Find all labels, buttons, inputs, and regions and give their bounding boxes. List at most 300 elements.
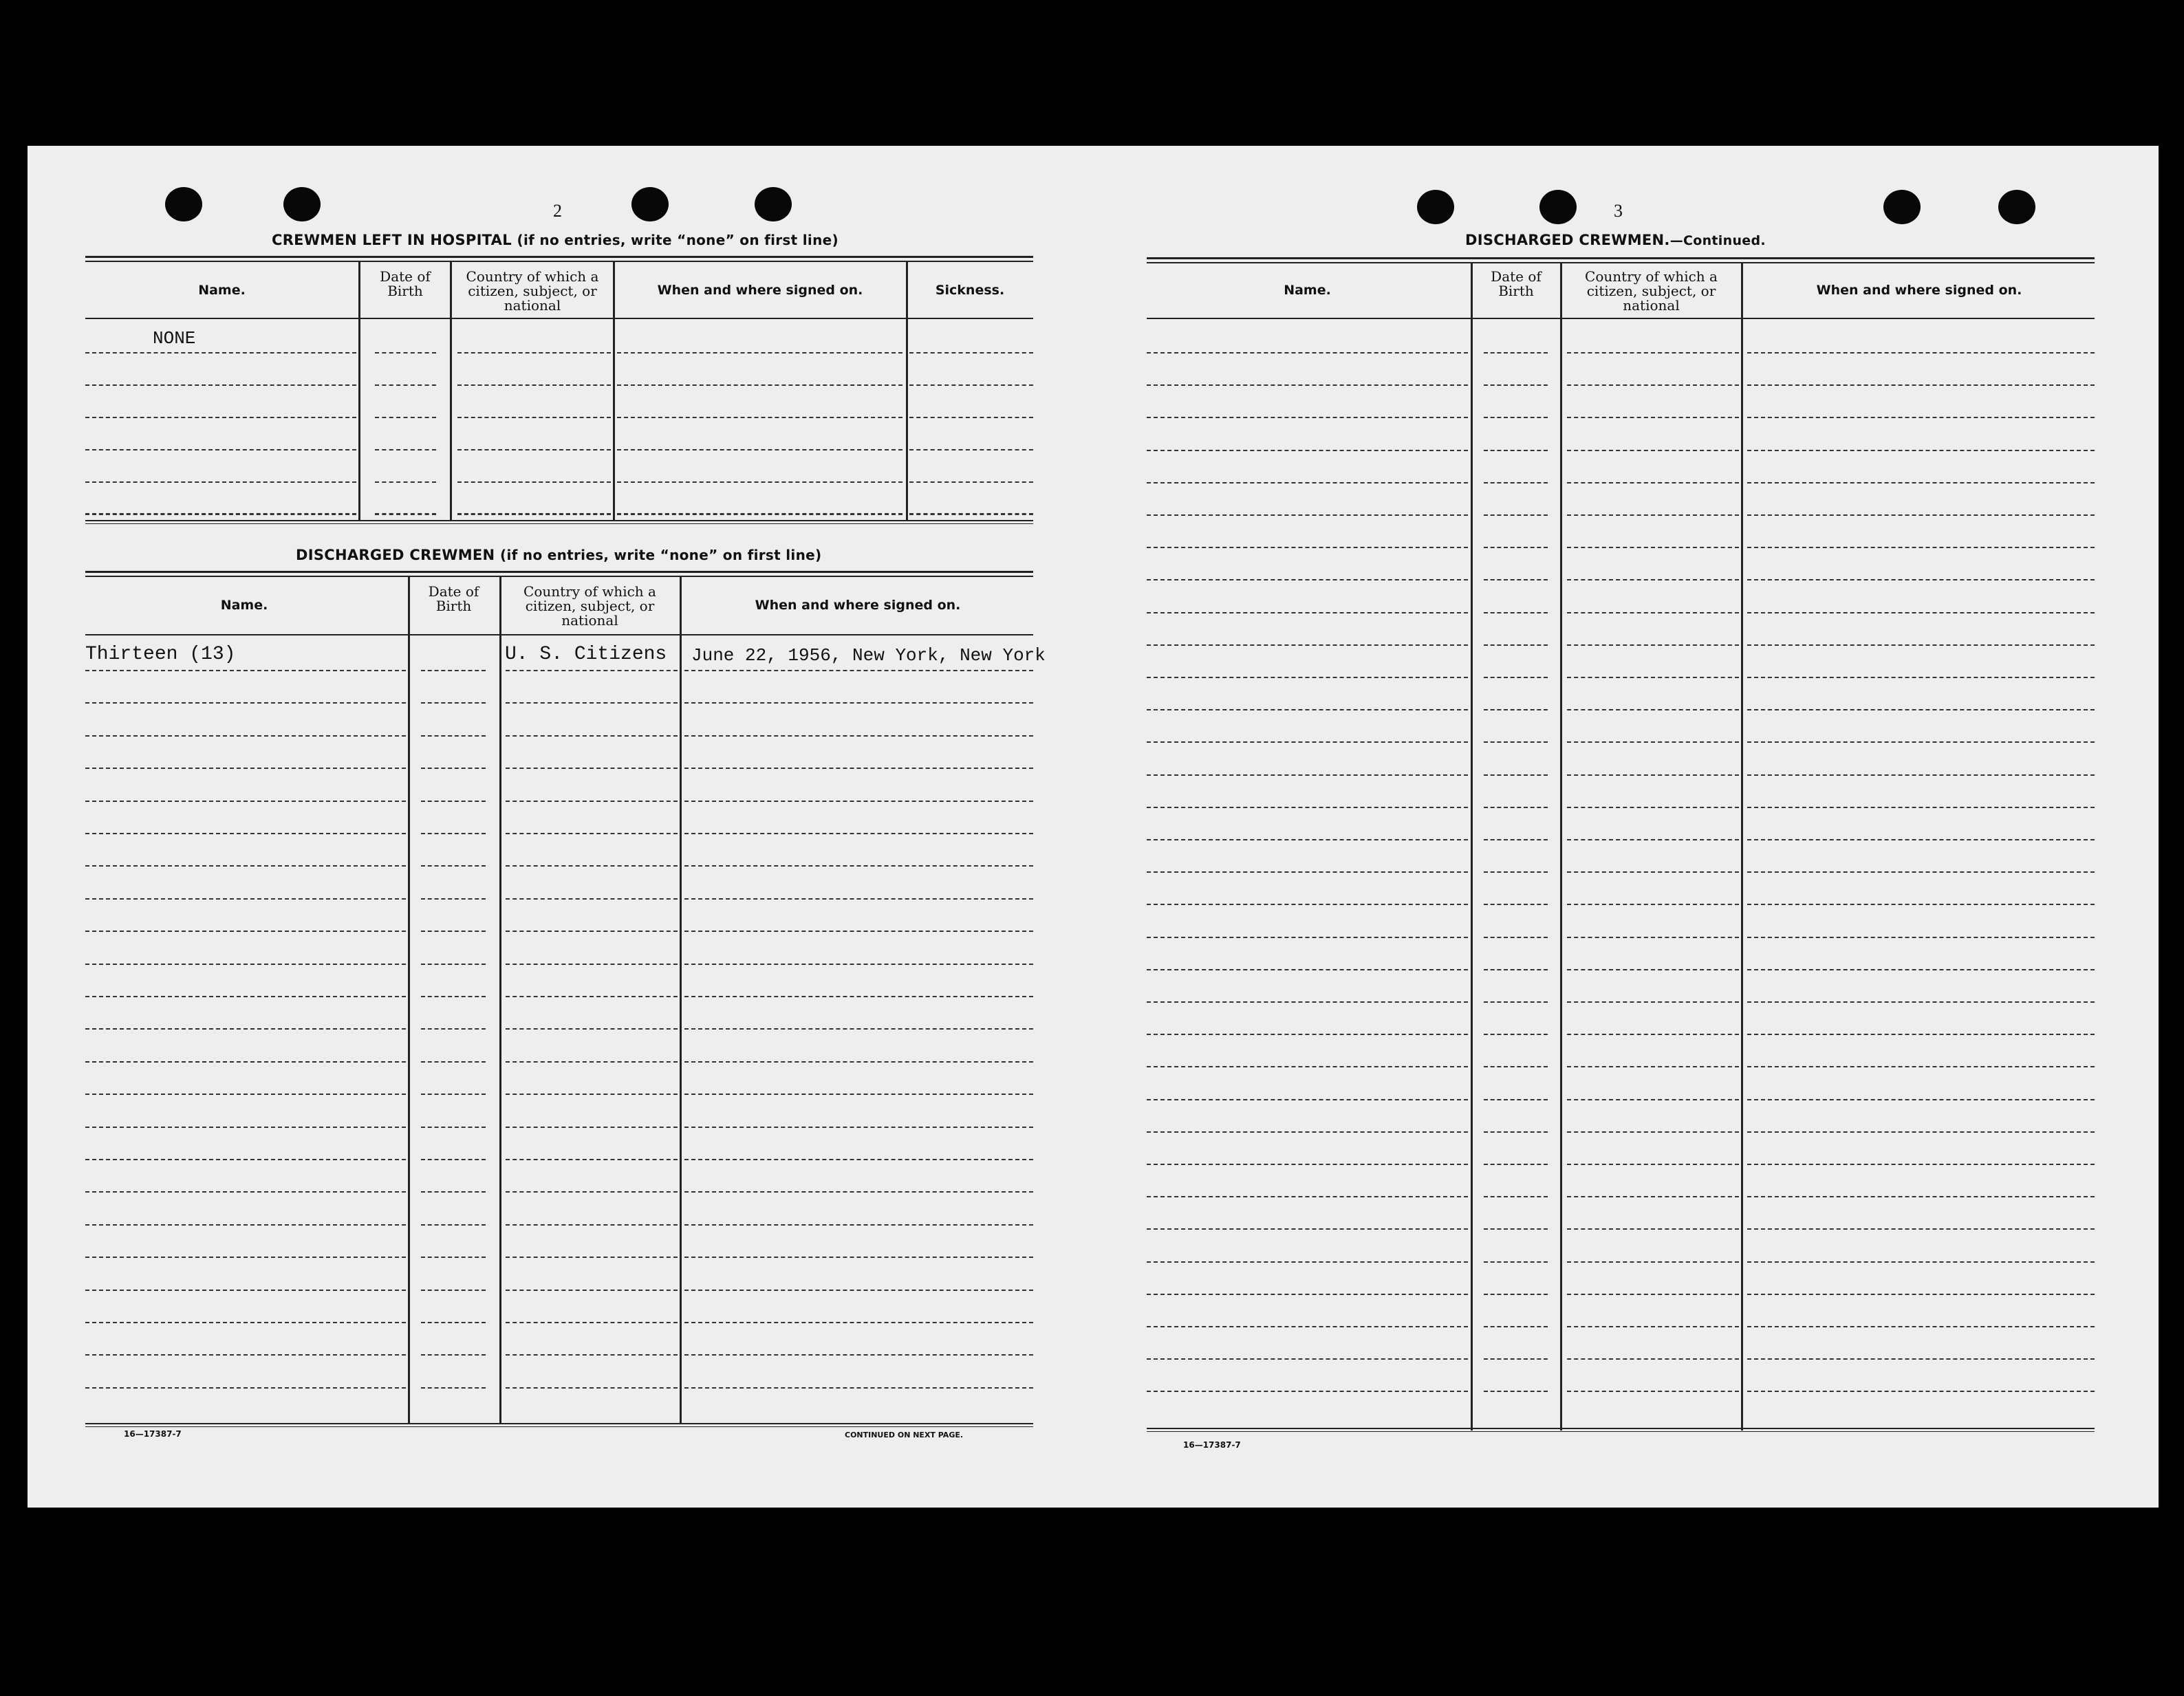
- right-row-line: [1484, 1066, 1548, 1067]
- discharged-row-line: [421, 898, 486, 900]
- discharged-row-line: [85, 865, 406, 867]
- hospital-row-line: [375, 449, 436, 450]
- discharged-row-line: [421, 1354, 486, 1356]
- right-row-line: [1747, 384, 2095, 386]
- right-row-line: [1747, 547, 2095, 548]
- page-number-left: 2: [553, 201, 562, 221]
- discharged-bottom-rule: [85, 1423, 1033, 1424]
- right-bottom-rule: [1147, 1428, 2095, 1429]
- right-row-line: [1147, 482, 1468, 483]
- hospital-last-row-line: [909, 513, 1033, 514]
- discharged-col-country: Country of which a citizen, subject, or national: [523, 583, 656, 629]
- right-row-line: [1567, 969, 1739, 970]
- discharged-row-line: [85, 1290, 406, 1291]
- right-row-line: [1747, 417, 2095, 418]
- right-row-line: [1747, 1164, 2095, 1165]
- hospital-row-line: [617, 417, 902, 418]
- hospital-row-line: [457, 384, 611, 386]
- discharged-entry-signed: June 22, 1956, New York, New York: [691, 645, 1046, 666]
- hospital-last-row-line: [617, 513, 902, 514]
- punch-hole-5: [1417, 190, 1454, 224]
- right-row-line: [1567, 1034, 1739, 1035]
- right-row-line: [1747, 1196, 2095, 1197]
- discharged-row-line: [85, 898, 406, 900]
- right-row-line: [1567, 1228, 1739, 1230]
- right-row-line: [1147, 1001, 1468, 1003]
- discharged-column-divider: [408, 577, 410, 1423]
- right-row-line: [1567, 352, 1739, 354]
- punch-hole-2: [283, 187, 321, 221]
- hospital-row-line: [909, 384, 1033, 386]
- discharged-row-line: [506, 996, 678, 997]
- hospital-column-divider: [450, 262, 452, 520]
- continued-note: CONTINUED ON NEXT PAGE.: [845, 1431, 964, 1439]
- right-row-line: [1567, 904, 1739, 905]
- right-row-line: [1747, 1326, 2095, 1327]
- right-row-line: [1484, 807, 1548, 808]
- right-row-line: [1747, 1261, 2095, 1263]
- right-row-line: [1147, 579, 1468, 580]
- right-row-line: [1567, 482, 1739, 483]
- right-row-line: [1567, 514, 1739, 516]
- right-section-title: [1465, 232, 1766, 248]
- discharged-section-title: [296, 547, 821, 563]
- hospital-header-rule: [85, 318, 1033, 319]
- right-row-line: [1484, 644, 1548, 646]
- right-row-line: [1484, 1001, 1548, 1003]
- right-row-line: [1147, 677, 1468, 678]
- discharged-row-line: [421, 1191, 486, 1193]
- right-row-line: [1484, 677, 1548, 678]
- discharged-column-divider: [499, 577, 501, 1423]
- discharged-row-line: [684, 735, 1033, 737]
- right-row-line: [1567, 807, 1739, 808]
- right-row-line: [1567, 1001, 1739, 1003]
- right-row-line: [1484, 774, 1548, 776]
- hospital-row-line: [375, 384, 436, 386]
- discharged-row-line: [421, 1387, 486, 1389]
- discharged-row-line: [421, 735, 486, 737]
- discharged-row-line: [421, 996, 486, 997]
- right-row-line: [1147, 1034, 1468, 1035]
- discharged-row-line: [684, 1224, 1033, 1226]
- right-row-line: [1147, 547, 1468, 548]
- right-row-line: [1567, 1099, 1739, 1100]
- hospital-row-line: [909, 481, 1033, 483]
- right-row-line: [1147, 1261, 1468, 1263]
- hospital-row-line: [457, 417, 611, 418]
- right-row-line: [1567, 417, 1739, 418]
- discharged-row-line: [421, 801, 486, 802]
- right-col-signed: When and where signed on.: [1816, 283, 2022, 298]
- right-title-suffix: —Continued.: [1669, 233, 1766, 248]
- right-row-line: [1147, 741, 1468, 743]
- discharged-row-line: [506, 1224, 678, 1226]
- discharged-row-line: [506, 1127, 678, 1128]
- right-row-line: [1484, 384, 1548, 386]
- right-row-line: [1484, 514, 1548, 516]
- right-row-line: [1567, 1358, 1739, 1360]
- discharged-row-line: [506, 1191, 678, 1193]
- discharged-row-line: [85, 1028, 406, 1030]
- discharged-row-line: [85, 1387, 406, 1389]
- discharged-row-line: [506, 1094, 678, 1095]
- hospital-row-line: [375, 352, 436, 354]
- right-row-line: [1747, 1131, 2095, 1133]
- discharged-row-line: [684, 1387, 1033, 1389]
- left-form-number: 16—17387-7: [124, 1429, 182, 1439]
- right-top-rule: [1147, 257, 2095, 259]
- discharged-row-line: [421, 1061, 486, 1063]
- hospital-row-line: [375, 481, 436, 483]
- discharged-row-line: [684, 1061, 1033, 1063]
- discharged-row-line: [85, 931, 406, 932]
- right-row-line: [1147, 937, 1468, 938]
- hospital-col-signed: When and where signed on.: [657, 283, 863, 298]
- hospital-col-country: Country of which a citizen, subject, or national: [466, 268, 599, 314]
- right-row-line: [1747, 1099, 2095, 1100]
- hospital-last-row-line: [85, 513, 356, 514]
- right-row-line: [1484, 839, 1548, 840]
- right-row-line: [1567, 1391, 1739, 1392]
- right-row-line: [1484, 1358, 1548, 1360]
- hospital-row-line: [617, 449, 902, 450]
- discharged-row-line: [506, 768, 678, 769]
- right-row-line: [1567, 1131, 1739, 1133]
- discharged-entry-country: U. S. Citizens: [505, 644, 667, 665]
- discharged-row-line: [684, 931, 1033, 932]
- discharged-row-line: [85, 1159, 406, 1160]
- discharged-col-signed: When and where signed on.: [755, 598, 961, 613]
- right-row-line: [1747, 1358, 2095, 1360]
- discharged-row-line: [85, 670, 406, 671]
- right-row-line: [1147, 644, 1468, 646]
- right-row-line: [1147, 1294, 1468, 1295]
- hospital-row-line: [375, 417, 436, 418]
- right-row-line: [1747, 1391, 2095, 1392]
- right-row-line: [1747, 1294, 2095, 1295]
- right-row-line: [1147, 612, 1468, 613]
- discharged-row-line: [506, 702, 678, 704]
- right-row-line: [1567, 644, 1739, 646]
- hospital-row-line: [617, 352, 902, 354]
- hospital-last-row-line: [457, 513, 611, 514]
- right-row-line: [1147, 1066, 1468, 1067]
- discharged-row-line: [684, 1191, 1033, 1193]
- right-row-line: [1747, 709, 2095, 710]
- right-row-line: [1147, 384, 1468, 386]
- discharged-row-line: [421, 1224, 486, 1226]
- discharged-row-line: [684, 1290, 1033, 1291]
- right-row-line: [1147, 450, 1468, 451]
- discharged-row-line: [684, 670, 1033, 671]
- right-title-text: DISCHARGED CREWMEN.: [1465, 232, 1670, 248]
- discharged-row-line: [506, 1028, 678, 1030]
- discharged-row-line: [684, 702, 1033, 704]
- hospital-bottom-rule: [85, 520, 1033, 521]
- right-row-line: [1147, 1131, 1468, 1133]
- right-row-line: [1747, 807, 2095, 808]
- discharged-row-line: [684, 964, 1033, 965]
- right-row-line: [1147, 1391, 1468, 1392]
- right-row-line: [1747, 904, 2095, 905]
- right-form-number: 16—17387-7: [1183, 1440, 1241, 1450]
- discharged-title-text: DISCHARGED CREWMEN: [296, 547, 495, 563]
- right-row-line: [1747, 644, 2095, 646]
- discharged-row-line: [421, 833, 486, 834]
- right-row-line: [1567, 741, 1739, 743]
- right-row-line: [1147, 1196, 1468, 1197]
- discharged-row-line: [85, 996, 406, 997]
- hospital-title-text: CREWMEN LEFT IN HOSPITAL: [272, 232, 512, 248]
- right-row-line: [1747, 612, 2095, 613]
- punch-hole-3: [631, 187, 669, 221]
- right-row-line: [1567, 612, 1739, 613]
- discharged-row-line: [506, 1159, 678, 1160]
- discharged-row-line: [506, 865, 678, 867]
- discharged-row-line: [421, 1322, 486, 1323]
- discharged-row-line: [85, 735, 406, 737]
- punch-hole-6: [1539, 190, 1577, 224]
- hospital-row-line: [457, 481, 611, 483]
- discharged-row-line: [506, 1061, 678, 1063]
- discharged-title-note: (if no entries, write “none” on first line): [500, 547, 822, 563]
- right-row-line: [1484, 1294, 1548, 1295]
- hospital-row-line: [909, 449, 1033, 450]
- discharged-row-line: [684, 833, 1033, 834]
- hospital-column-divider: [613, 262, 615, 520]
- hospital-row-line: [85, 449, 356, 450]
- discharged-row-line: [506, 1322, 678, 1323]
- discharged-row-line: [85, 1354, 406, 1356]
- punch-hole-8: [1998, 190, 2035, 224]
- hospital-row-line: [617, 481, 902, 483]
- right-row-line: [1567, 871, 1739, 873]
- hospital-row-line: [617, 384, 902, 386]
- discharged-row-line: [85, 1127, 406, 1128]
- discharged-top-rule-2: [85, 576, 1033, 577]
- discharged-row-line: [421, 1127, 486, 1128]
- right-row-line: [1567, 1261, 1739, 1263]
- right-row-line: [1567, 579, 1739, 580]
- right-row-line: [1484, 937, 1548, 938]
- right-row-line: [1747, 579, 2095, 580]
- discharged-row-line: [684, 1127, 1033, 1128]
- right-row-line: [1147, 1228, 1468, 1230]
- discharged-row-line: [421, 1159, 486, 1160]
- right-row-line: [1747, 352, 2095, 354]
- punch-hole-4: [755, 187, 792, 221]
- discharged-row-line: [421, 931, 486, 932]
- hospital-row-line: [457, 449, 611, 450]
- right-row-line: [1567, 450, 1739, 451]
- hospital-top-rule-2: [85, 261, 1033, 262]
- right-col-dob: Date of Birth: [1491, 268, 1542, 299]
- right-row-line: [1567, 1164, 1739, 1165]
- discharged-row-line: [684, 1159, 1033, 1160]
- right-row-line: [1147, 904, 1468, 905]
- right-row-line: [1567, 1196, 1739, 1197]
- right-column-divider: [1471, 263, 1473, 1431]
- right-row-line: [1567, 384, 1739, 386]
- right-row-line: [1747, 450, 2095, 451]
- right-row-line: [1567, 1326, 1739, 1327]
- discharged-row-line: [684, 1322, 1033, 1323]
- right-row-line: [1747, 871, 2095, 873]
- right-row-line: [1567, 677, 1739, 678]
- right-header-rule: [1147, 318, 2095, 319]
- punch-hole-7: [1883, 190, 1921, 224]
- right-col-country: Country of which a citizen, subject, or national: [1585, 268, 1718, 314]
- right-row-line: [1147, 774, 1468, 776]
- right-row-line: [1484, 579, 1548, 580]
- right-row-line: [1567, 1294, 1739, 1295]
- hospital-row-line: [85, 384, 356, 386]
- discharged-row-line: [684, 865, 1033, 867]
- right-row-line: [1484, 709, 1548, 710]
- right-row-line: [1747, 969, 2095, 970]
- discharged-row-line: [506, 1257, 678, 1258]
- discharged-row-line: [684, 1354, 1033, 1356]
- right-row-line: [1484, 904, 1548, 905]
- discharged-row-line: [85, 768, 406, 769]
- discharged-row-line: [506, 1387, 678, 1389]
- right-row-line: [1747, 677, 2095, 678]
- right-row-line: [1747, 937, 2095, 938]
- right-row-line: [1747, 1001, 2095, 1003]
- right-row-line: [1747, 482, 2095, 483]
- discharged-top-rule: [85, 571, 1033, 573]
- discharged-entry-name: Thirteen (13): [85, 644, 236, 665]
- discharged-row-line: [421, 768, 486, 769]
- hospital-top-rule: [85, 256, 1033, 258]
- right-row-line: [1747, 1066, 2095, 1067]
- right-bottom-rule-2: [1147, 1431, 2095, 1432]
- right-row-line: [1484, 1228, 1548, 1230]
- discharged-column-divider: [680, 577, 682, 1423]
- right-row-line: [1147, 807, 1468, 808]
- discharged-row-line: [85, 1257, 406, 1258]
- right-top-rule-2: [1147, 262, 2095, 263]
- right-row-line: [1747, 1034, 2095, 1035]
- right-row-line: [1567, 709, 1739, 710]
- discharged-row-line: [684, 768, 1033, 769]
- hospital-bottom-rule-2: [85, 523, 1033, 524]
- discharged-bottom-rule-2: [85, 1426, 1033, 1427]
- hospital-col-sickness: Sickness.: [935, 283, 1005, 298]
- hospital-col-dob: Date of Birth: [380, 268, 431, 299]
- discharged-row-line: [506, 931, 678, 932]
- right-row-line: [1484, 482, 1548, 483]
- discharged-row-line: [684, 996, 1033, 997]
- discharged-row-line: [421, 1094, 486, 1095]
- discharged-row-line: [684, 1094, 1033, 1095]
- hospital-column-divider: [358, 262, 360, 520]
- right-row-line: [1147, 709, 1468, 710]
- right-row-line: [1484, 871, 1548, 873]
- discharged-row-line: [506, 1290, 678, 1291]
- right-row-line: [1747, 1228, 2095, 1230]
- right-row-line: [1567, 547, 1739, 548]
- right-row-line: [1484, 1131, 1548, 1133]
- hospital-entry-name: NONE: [153, 328, 196, 349]
- right-row-line: [1484, 1391, 1548, 1392]
- hospital-row-line: [457, 352, 611, 354]
- right-column-divider: [1560, 263, 1562, 1431]
- discharged-row-line: [85, 1191, 406, 1193]
- right-row-line: [1147, 1099, 1468, 1100]
- right-row-line: [1567, 774, 1739, 776]
- discharged-row-line: [85, 1224, 406, 1226]
- right-row-line: [1484, 1034, 1548, 1035]
- right-col-name: Name.: [1284, 283, 1331, 298]
- discharged-row-line: [421, 702, 486, 704]
- discharged-row-line: [506, 670, 678, 671]
- right-row-line: [1747, 774, 2095, 776]
- discharged-row-line: [85, 801, 406, 802]
- right-row-line: [1484, 969, 1548, 970]
- right-row-line: [1147, 352, 1468, 354]
- right-row-line: [1147, 871, 1468, 873]
- right-row-line: [1484, 547, 1548, 548]
- discharged-row-line: [421, 1028, 486, 1030]
- discharged-col-name: Name.: [220, 598, 268, 613]
- hospital-row-line: [909, 417, 1033, 418]
- discharged-row-line: [421, 1257, 486, 1258]
- right-row-line: [1484, 1099, 1548, 1100]
- discharged-row-line: [506, 898, 678, 900]
- right-row-line: [1484, 1326, 1548, 1327]
- discharged-header-rule: [85, 634, 1033, 635]
- hospital-last-row-line: [375, 513, 436, 514]
- hospital-row-line: [85, 417, 356, 418]
- right-row-line: [1484, 1164, 1548, 1165]
- right-row-line: [1147, 417, 1468, 418]
- discharged-row-line: [506, 833, 678, 834]
- right-row-line: [1567, 1066, 1739, 1067]
- discharged-row-line: [85, 1061, 406, 1063]
- discharged-row-line: [421, 670, 486, 671]
- right-row-line: [1747, 741, 2095, 743]
- right-row-line: [1484, 612, 1548, 613]
- right-row-line: [1747, 839, 2095, 840]
- discharged-row-line: [506, 1354, 678, 1356]
- punch-hole-1: [165, 187, 202, 221]
- discharged-row-line: [684, 898, 1033, 900]
- discharged-row-line: [684, 1028, 1033, 1030]
- discharged-row-line: [421, 964, 486, 965]
- discharged-row-line: [85, 1094, 406, 1095]
- discharged-row-line: [506, 964, 678, 965]
- discharged-row-line: [85, 1322, 406, 1323]
- right-row-line: [1484, 741, 1548, 743]
- hospital-title-note: (if no entries, write “none” on first line): [517, 232, 839, 248]
- right-row-line: [1484, 1196, 1548, 1197]
- right-row-line: [1147, 969, 1468, 970]
- discharged-row-line: [421, 1290, 486, 1291]
- hospital-row-line: [85, 352, 356, 354]
- discharged-row-line: [506, 801, 678, 802]
- right-row-line: [1147, 1358, 1468, 1360]
- discharged-row-line: [684, 1257, 1033, 1258]
- hospital-row-line: [85, 481, 356, 483]
- right-row-line: [1567, 937, 1739, 938]
- document-sheet: [28, 146, 2159, 1508]
- right-row-line: [1484, 352, 1548, 354]
- right-row-line: [1147, 1326, 1468, 1327]
- discharged-row-line: [684, 801, 1033, 802]
- right-row-line: [1147, 839, 1468, 840]
